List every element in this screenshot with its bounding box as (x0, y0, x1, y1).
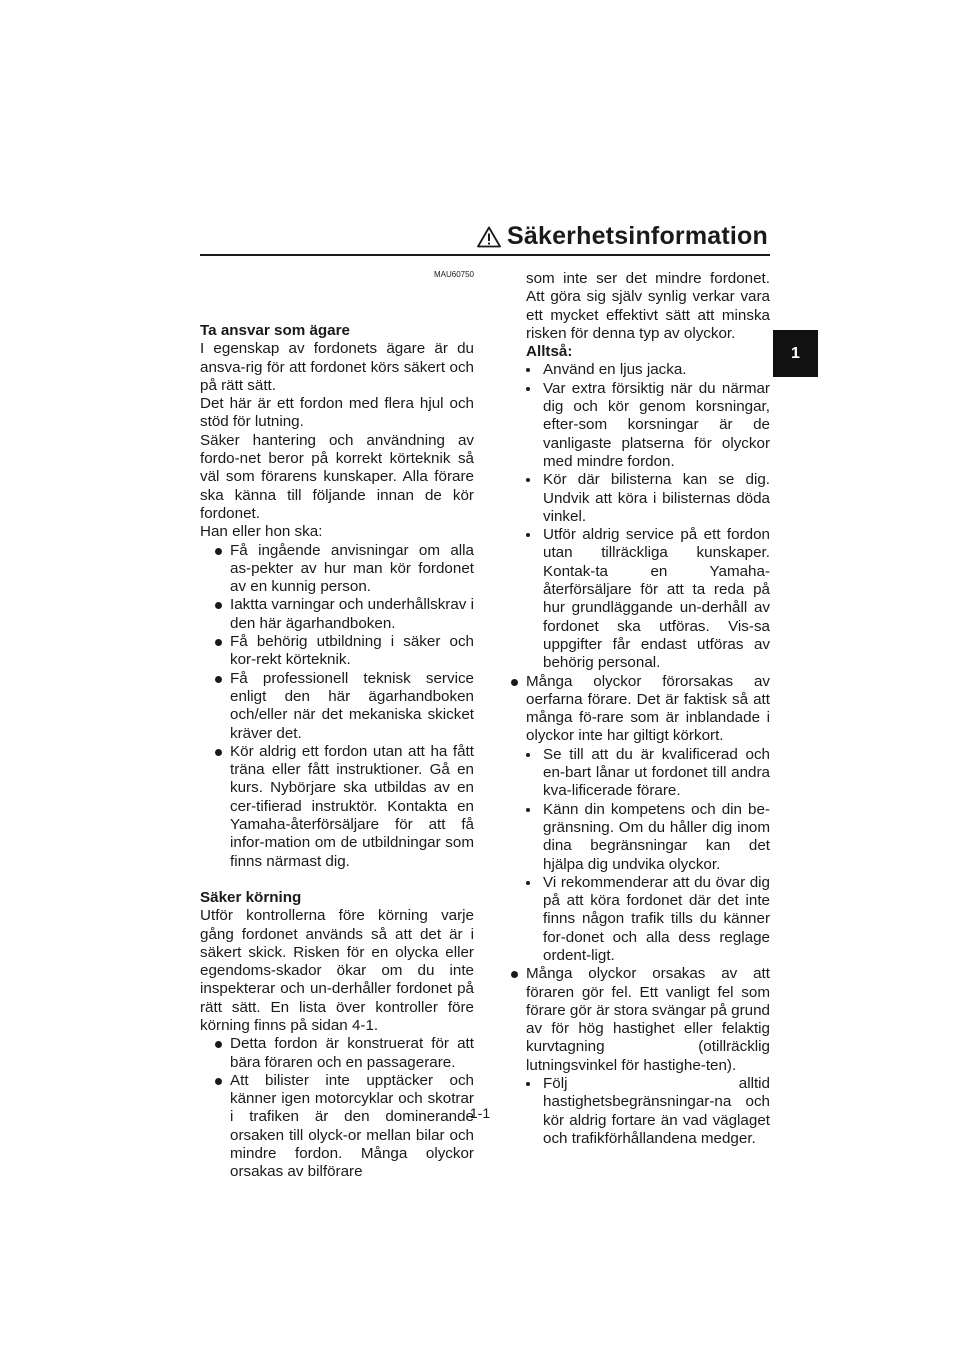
bullet-icon (215, 749, 222, 756)
sub-list-item: Använd en ljus jacka. (496, 361, 770, 379)
bullet-icon (511, 679, 518, 686)
section-heading-safe-riding: Säker körning (200, 888, 302, 906)
paragraph: Det här är ett fordon med flera hjul och stöd för lutning. (200, 395, 474, 431)
list-item: Få professionell teknisk service enligt den här ägarhandboken och/eller när det mekaniska skicket kräver det. (200, 670, 474, 743)
title-text: Säkerhetsinformation (506, 222, 768, 250)
list-item: Många olyckor orsakas av att föraren gör fel. Ett vanligt fel som förare gör är stora svängar på grund av för hög hastighet eller felaktig kurvtagning (otillräcklig lutningsvinkel för hastighe-ten). (496, 965, 770, 1075)
sub-list-item: Se till att du är kvalificerad och en-bart lånar ut fordonet till andra kva-lificerade förare. (496, 746, 770, 801)
main-list (496, 965, 770, 1075)
owner-list (200, 542, 474, 871)
list-item: Många olyckor förorsakas av oerfarna förare. Det är faktisk så att många fö-rare som är inblandade i olyckor inte har giltigt körkort. (496, 673, 770, 746)
paragraph: I egenskap av fordonets ägare är du ansva-rig för att fordonet körs säkert och på rätt sätt. (200, 340, 474, 394)
sub-list-item: Kör där bilisterna kan se dig. Undvik att köra i bilisternas döda vinkel. (496, 471, 770, 526)
paragraph: Utför kontrollerna före körning varje gång fordonet används så att det är i säkert skick. Risken för en olycka eller egendoms-skador ökar om du inte inspekterar och un-derhåller fordonet på rätt sätt. En lista över kontroller före körning finns på sidan 4-1. (200, 907, 474, 1034)
bullet-icon (526, 368, 530, 372)
bullet-icon (215, 548, 222, 555)
bullet-icon (526, 808, 530, 812)
sub-list-item: Vi rekommenderar att du övar dig på att köra fordonet där det inte finns någon trafik tills du känner for-donet och alla dess reglage ordent-ligt. (496, 874, 770, 965)
bullet-icon (215, 602, 222, 609)
therefore-label: Alltså: (526, 343, 573, 361)
bullet-icon (526, 478, 530, 482)
page-title (477, 222, 768, 251)
doc-code: MAU60750 (433, 270, 474, 279)
main-list (496, 673, 770, 746)
list-item: Få ingående anvisningar om alla as-pekter av hur man kör fordonet av en kunnig person. (200, 542, 474, 597)
sub-list (496, 361, 770, 672)
list-item: Kör aldrig ett fordon utan att ha fått träna eller fått instruktioner. Gå en kurs. Nybörjare ska utbildas av en cer-tifierad instruktör. Kontakta en Yamaha-återförsäljare för att få infor-mation om de utbildningar som finns närmast dig. (200, 743, 474, 871)
sub-list (496, 746, 770, 966)
chapter-tab: 1 (773, 330, 818, 377)
bullet-icon (215, 676, 222, 683)
list-item: Få behörig utbildning i säker och kor-rekt körteknik. (200, 633, 474, 670)
bullet-icon (526, 753, 530, 757)
paragraph: som inte ser det mindre fordonet. Att göra sig själv synlig verkar vara ett mycket effektivt sätt att minska risken för denna typ av olyckor. (526, 270, 770, 342)
bullet-icon (526, 881, 530, 885)
bullet-icon (511, 971, 518, 978)
section-heading-owner: Ta ansvar som ägare (200, 322, 350, 339)
right-column (496, 270, 770, 1148)
bullet-icon (215, 639, 222, 646)
list-item: Att bilister inte upptäcker och känner igen motorcyklar och skotrar i trafiken är den dominerande orsaken till olyck-or mellan bilar och mindre fordon. Många olyckor orsakas av bilförare (200, 1072, 474, 1182)
sub-list-item: Känn din kompetens och din be-gränsning. Om du håller dig inom dina begränsningar kan det hjälpa dig undvika olyckor. (496, 801, 770, 874)
sub-list-item: Var extra försiktig när du närmar dig och kör genom korsningar, efter-som korsningar är de vanligaste platserna för olyckor med mindre fordon. (496, 380, 770, 471)
bullet-icon (526, 387, 530, 391)
sub-list-item: Utför aldrig service på ett fordon utan tillräckliga kunskaper. Kontak-ta en Yamaha-återförsäljare för att ta reda på hur grundläggande un-derhåll av fordonet ska utföras. Vis-sa uppgifter får endast utföras av behörig personal. (496, 526, 770, 672)
page-number: 1-1 (469, 1105, 491, 1121)
paragraph: Säker hantering och användning av fordo-net beror på korrekt körteknik så väl som förarens kunskaper. Alla förare ska känna till följande innan de kör fordonet. (200, 431, 474, 522)
list-item: Detta fordon är konstruerat för att bära föraren och en passagerare. (200, 1035, 474, 1072)
sub-list-item: Följ alltid hastighetsbegränsningar-na och kör aldrig fortare än vad väglaget och trafikförhållandena medger. (496, 1075, 770, 1148)
bullet-icon (215, 1078, 222, 1085)
paragraph: Han eller hon ska: (200, 523, 323, 541)
list-item: Iaktta varningar och underhållskrav i den här ägarhandboken. (200, 596, 474, 633)
bullet-icon (215, 1041, 222, 1048)
left-column (200, 270, 474, 1182)
warning-triangle-icon (477, 226, 501, 248)
page-header (200, 222, 770, 256)
bullet-icon (526, 533, 530, 537)
bullet-icon (526, 1082, 530, 1086)
